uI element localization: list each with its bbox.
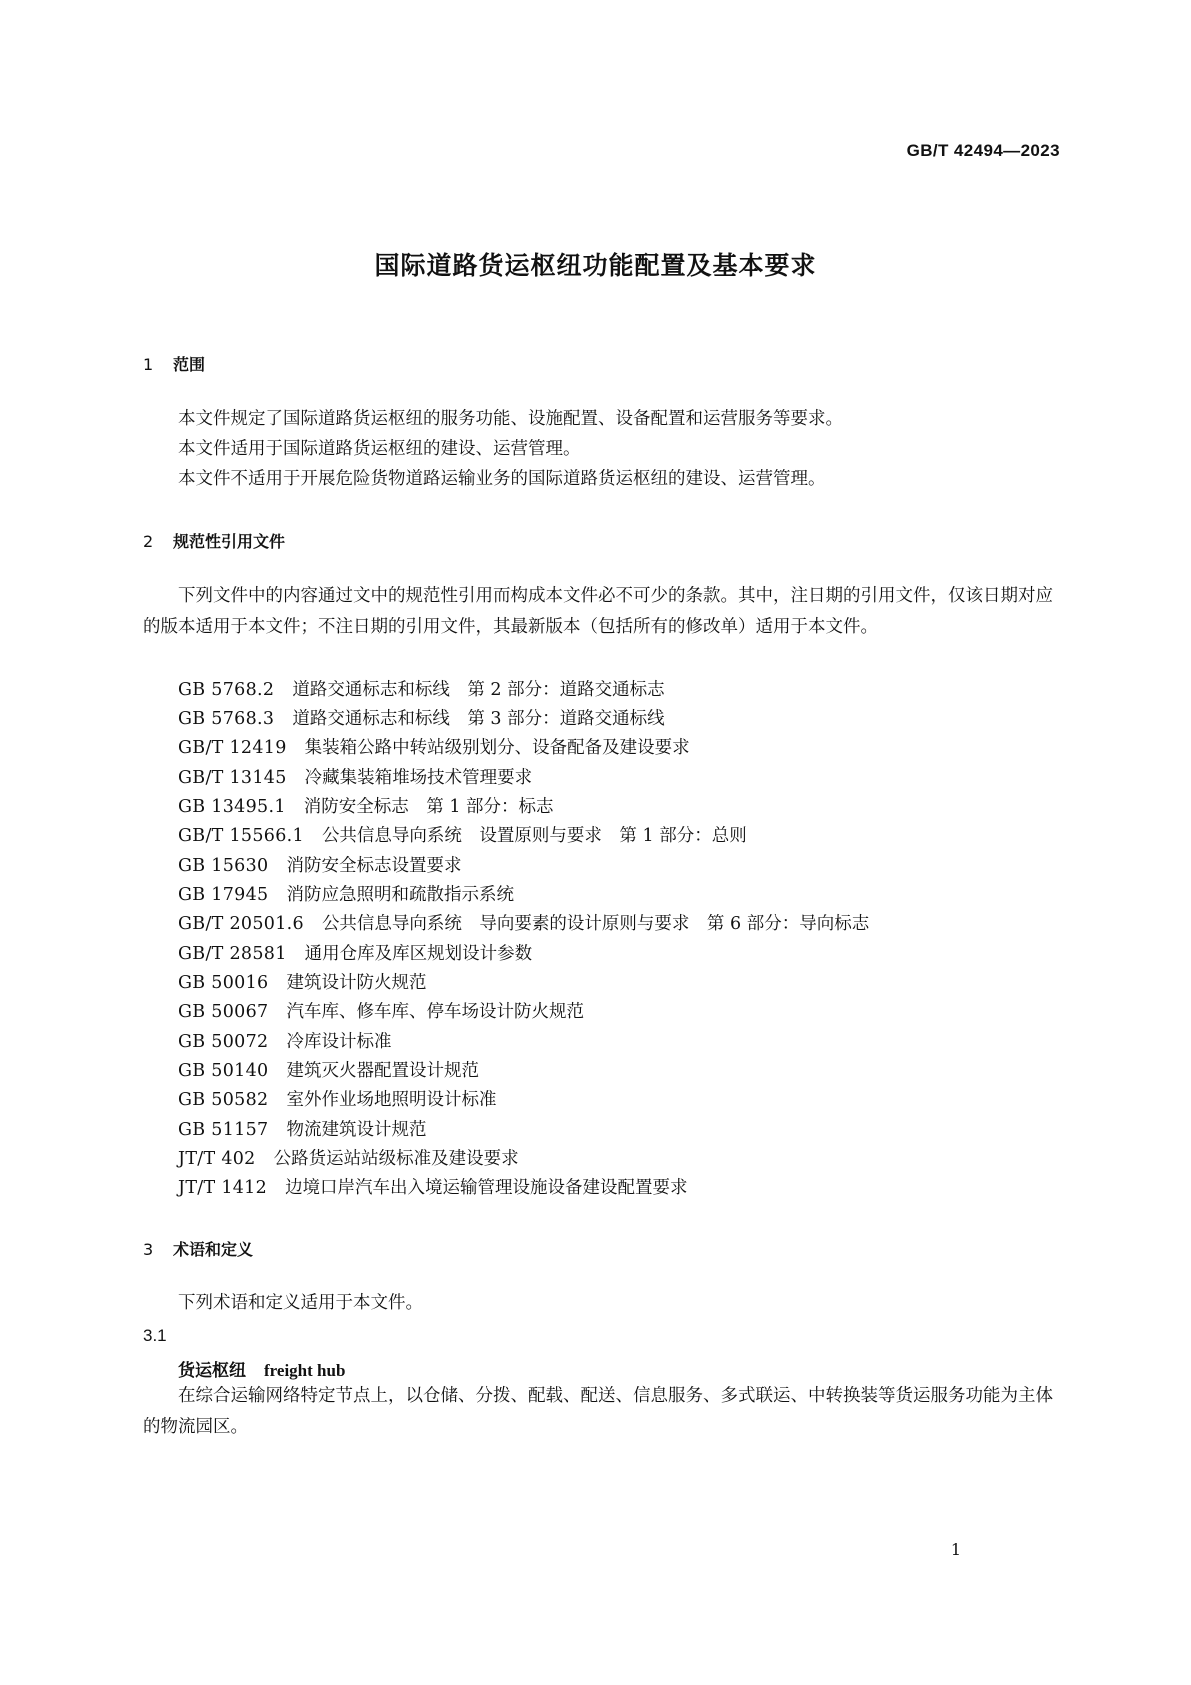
document-title: 国际道路货运枢纽功能配置及基本要求: [374, 251, 817, 280]
reference-title: 物流建筑设计规范: [286, 1120, 427, 1140]
reference-code: GB 5768.2: [178, 680, 275, 700]
reference-code: GB 13495.1: [178, 797, 286, 817]
term-english: freight hub: [264, 1361, 346, 1380]
reference-title: 公共信息导向系统 导向要素的设计原则与要求 第 6 部分：导向标志: [321, 914, 870, 934]
reference-item: [178, 969, 426, 994]
reference-title: 冷藏集装箱堆场技术管理要求: [304, 768, 533, 788]
reference-title: 消防应急照明和疏散指示系统: [286, 885, 514, 905]
reference-title: 建筑设计防火规范: [286, 973, 427, 993]
section-title: 范围: [173, 355, 206, 374]
section-number: 3: [143, 1240, 154, 1259]
reference-item: [178, 1057, 479, 1082]
reference-item: [178, 852, 461, 877]
reference-title: 集装箱公路中转站级别划分、设备配备及建设要求: [304, 738, 690, 758]
term-definition: 在综合运输网络特定节点上，以仓储、分拨、配载、配送、信息服务、多式联运、中转换装等货运服务功能为主体的物流园区。: [143, 1386, 1053, 1437]
reference-item: [178, 705, 665, 730]
section-3-heading: [143, 1237, 253, 1260]
reference-title: 公共信息导向系统 设置原则与要求 第 1 部分：总则: [321, 826, 747, 846]
reference-title: 冷库设计标准: [286, 1032, 392, 1052]
reference-title: 汽车库、修车库、停车场设计防火规范: [286, 1002, 584, 1022]
reference-item: [178, 940, 532, 965]
reference-item: [178, 881, 514, 906]
term-number: 3.1: [143, 1326, 167, 1345]
reference-code: GB 50067: [178, 1002, 269, 1022]
section-number: 2: [143, 532, 154, 551]
section-1-heading: [143, 352, 205, 375]
reference-item: [178, 1028, 391, 1053]
section-1-paragraph: 本文件适用于国际道路货运枢纽的建设、运营管理。: [178, 439, 581, 459]
reference-title: 道路交通标志和标线 第 2 部分：道路交通标志: [292, 680, 665, 700]
reference-code: GB 50582: [178, 1090, 269, 1110]
reference-item: [178, 734, 690, 759]
reference-title: 公路货运站站级标准及建设要求: [273, 1149, 519, 1169]
reference-title: 建筑灭火器配置设计规范: [286, 1061, 479, 1081]
term-heading: [178, 1356, 345, 1381]
reference-title: 室外作业场地照明设计标准: [286, 1090, 497, 1110]
reference-code: GB 17945: [178, 885, 269, 905]
reference-code: GB 51157: [178, 1120, 269, 1140]
reference-item: [178, 1086, 496, 1111]
reference-code: GB 50016: [178, 973, 269, 993]
reference-code: GB 5768.3: [178, 709, 275, 729]
reference-title: 消防安全标志 第 1 部分：标志: [303, 797, 554, 817]
reference-code: GB 15630: [178, 856, 269, 876]
reference-title: 消防安全标志设置要求: [286, 856, 462, 876]
reference-code: GB 50072: [178, 1032, 269, 1052]
reference-code: GB 50140: [178, 1061, 269, 1081]
reference-title: 通用仓库及库区规划设计参数: [304, 944, 533, 964]
section-2-intro: 下列文件中的内容通过文中的规范性引用而构成本文件必不可少的条款。其中，注日期的引用文件，仅该日期对应的版本适用于本文件；不注日期的引用文件，其最新版本（包括所有的修改单）适用于本文件。: [143, 586, 1053, 637]
reference-title: 道路交通标志和标线 第 3 部分：道路交通标线: [292, 709, 665, 729]
reference-code: JT/T 1412: [178, 1178, 268, 1198]
reference-title: 边境口岸汽车出入境运输管理设施设备建设配置要求: [285, 1178, 688, 1198]
reference-item: [178, 1145, 519, 1170]
reference-item: [178, 793, 554, 818]
section-2-heading: [143, 529, 285, 552]
reference-item: [178, 998, 584, 1023]
reference-item: [178, 1116, 426, 1141]
reference-code: JT/T 402: [178, 1149, 256, 1169]
reference-code: GB/T 20501.6: [178, 914, 304, 934]
reference-item: [178, 822, 747, 847]
term-chinese: 货运枢纽: [178, 1361, 246, 1381]
reference-code: GB/T 12419: [178, 738, 287, 758]
section-1-paragraph: 本文件规定了国际道路货运枢纽的服务功能、设施配置、设备配置和运营服务等要求。: [178, 409, 843, 429]
reference-item: [178, 676, 665, 701]
section-title: 规范性引用文件: [173, 532, 286, 551]
reference-code: GB/T 13145: [178, 768, 287, 788]
reference-code: GB/T 28581: [178, 944, 287, 964]
section-1-paragraph: 本文件不适用于开展危险货物道路运输业务的国际道路货运枢纽的建设、运营管理。: [178, 469, 826, 489]
reference-item: [178, 910, 869, 935]
section-3-intro: 下列术语和定义适用于本文件。: [178, 1293, 423, 1313]
standard-number: GB/T 42494—2023: [906, 141, 1060, 160]
page-number: 1: [950, 1540, 961, 1559]
section-number: 1: [143, 355, 154, 374]
section-title: 术语和定义: [173, 1240, 254, 1259]
reference-item: [178, 764, 532, 789]
reference-item: [178, 1174, 688, 1199]
reference-code: GB/T 15566.1: [178, 826, 304, 846]
